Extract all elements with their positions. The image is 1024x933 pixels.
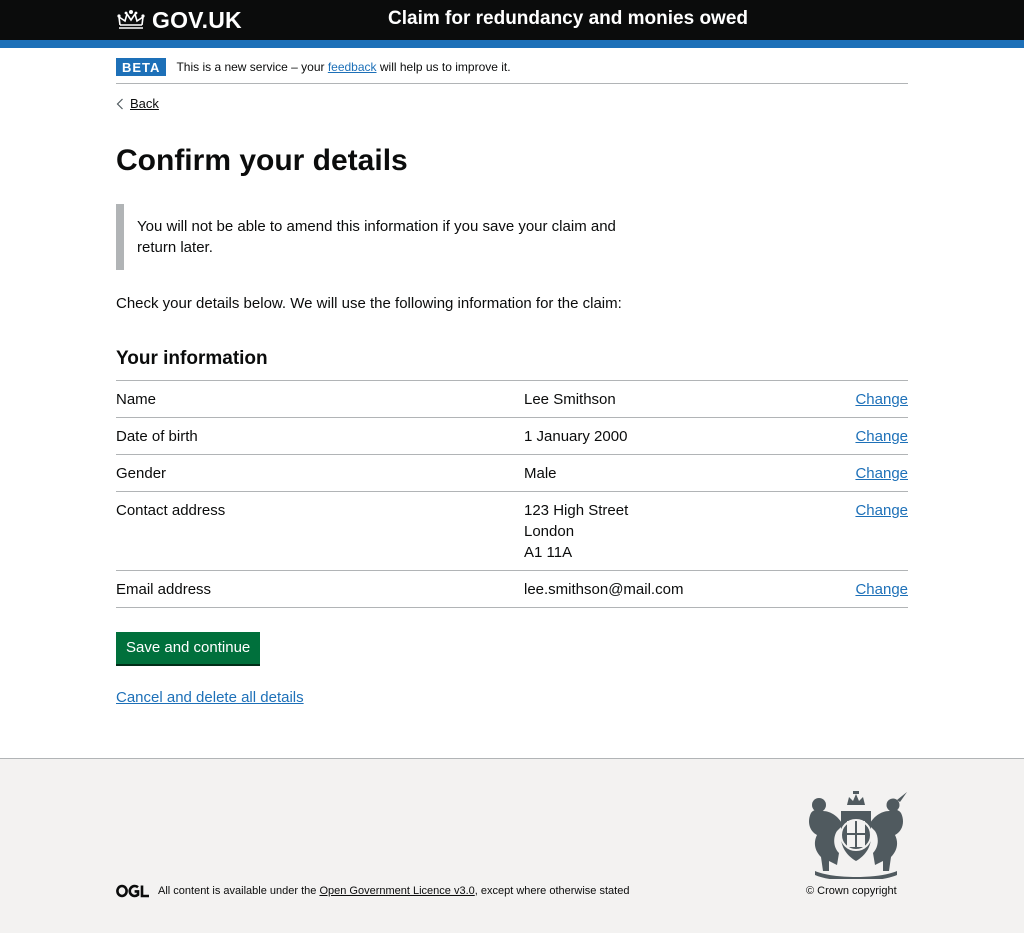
summary-row-contact-address <box>116 492 908 571</box>
change-contact-address-link[interactable]: Change <box>855 502 908 519</box>
summary-key: Gender <box>116 465 167 482</box>
page-title: Confirm your details <box>116 144 408 177</box>
phase-text-after: will help us to improve it. <box>376 60 511 74</box>
back-link[interactable] <box>116 96 159 111</box>
change-email-address-link[interactable]: Change <box>855 581 908 598</box>
summary-key: Date of birth <box>116 428 198 445</box>
licence-text-before: All content is available under the <box>158 885 320 897</box>
open-government-licence-link[interactable]: Open Government Licence v3.0 <box>319 885 475 897</box>
summary-row-name <box>116 381 908 418</box>
licence-text <box>158 883 629 899</box>
back-link-label: Back <box>130 96 159 111</box>
beta-tag: BETA <box>116 58 166 76</box>
summary-key: Contact address <box>116 502 226 519</box>
summary-list <box>116 380 908 608</box>
feedback-link[interactable]: feedback <box>327 60 377 74</box>
licence-text-after: , except where otherwise stated <box>474 885 630 897</box>
save-and-continue-button[interactable]: Save and continue <box>116 632 260 664</box>
phase-text-before: This is a new service – your <box>176 60 328 74</box>
summary-key: Email address <box>116 581 212 598</box>
phase-banner-text <box>176 58 510 76</box>
royal-arms-crest <box>803 791 909 879</box>
summary-row-email-address <box>116 571 908 608</box>
crown-copyright-link[interactable]: © Crown copyright <box>806 885 897 897</box>
address-line-3: A1 11A <box>524 544 573 561</box>
summary-value: lee.smithson@mail.com <box>524 581 684 598</box>
cancel-and-delete-link[interactable]: Cancel and delete all details <box>116 689 304 706</box>
inset-text: You will not be able to amend this information if you save your claim and return later. <box>116 204 636 270</box>
summary-value: Lee Smithson <box>524 391 616 408</box>
summary-value: 1 January 2000 <box>524 428 628 445</box>
change-name-link[interactable]: Change <box>855 391 908 408</box>
site-footer <box>0 758 1024 933</box>
section-heading: Your information <box>116 348 268 369</box>
change-gender-link[interactable]: Change <box>855 465 908 482</box>
summary-key: Name <box>116 391 157 408</box>
change-date-of-birth-link[interactable]: Change <box>855 428 908 445</box>
summary-row-gender <box>116 455 908 492</box>
address-line-1: 123 High Street <box>524 502 629 519</box>
crown-icon <box>116 9 146 31</box>
phase-banner <box>116 58 908 84</box>
govuk-logo-link[interactable] <box>116 7 242 33</box>
summary-value-address <box>524 500 628 563</box>
header-blue-bar <box>0 40 1024 48</box>
summary-row-date-of-birth <box>116 418 908 455</box>
ogl-logo <box>116 884 150 898</box>
service-name-link[interactable]: Claim for redundancy and monies owed <box>388 8 749 29</box>
summary-value: Male <box>524 465 557 482</box>
address-line-2: London <box>524 523 575 540</box>
chevron-left-icon <box>116 98 124 110</box>
lede-text: Check your details below. We will use the following information for the claim: <box>116 295 622 312</box>
site-header <box>0 0 1024 40</box>
logo-text: GOV.UK <box>152 6 242 33</box>
